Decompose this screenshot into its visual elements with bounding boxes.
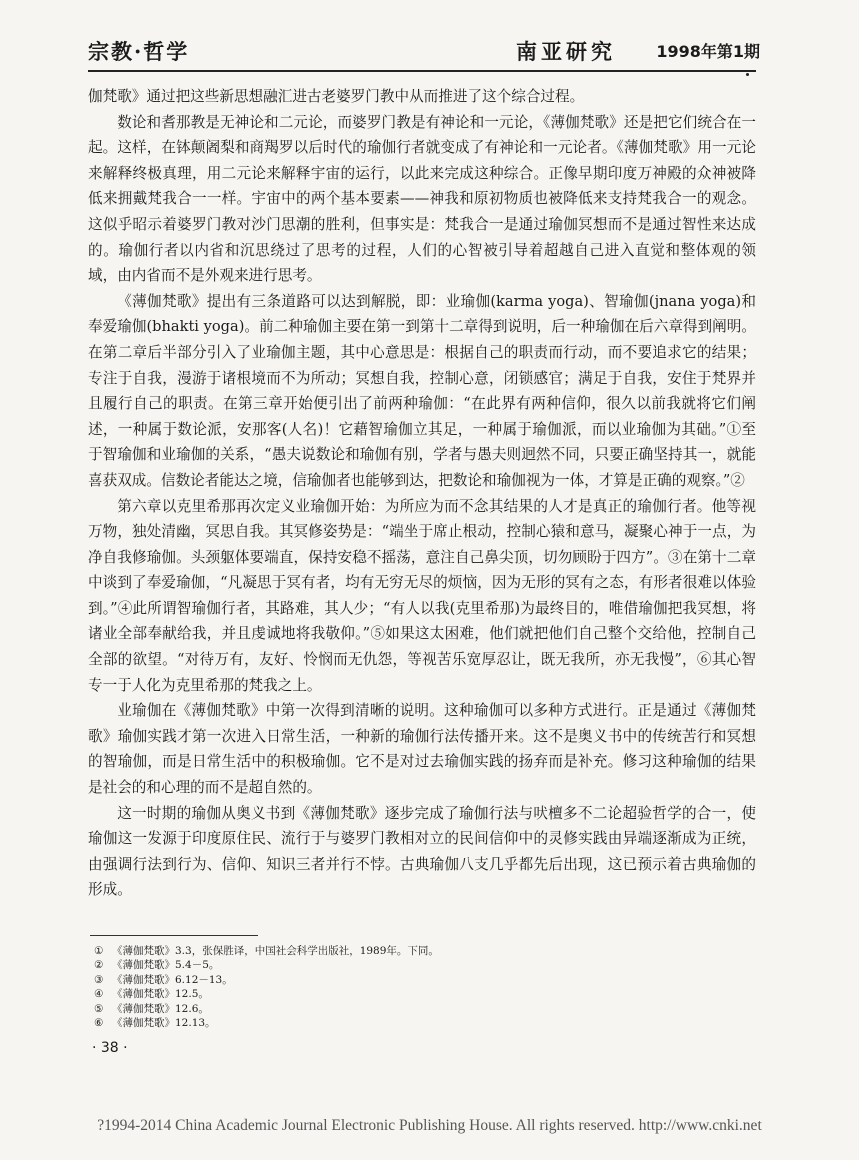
- section-title: 宗教·哲学: [88, 39, 190, 64]
- header-dot: [746, 73, 749, 76]
- paragraph: 业瑜伽在《薄伽梵歌》中第一次得到清晰的说明。这种瑜伽可以多种方式进行。正是通过《薄伽梵歌》瑜伽实践才第一次进入日常生活，一种新的瑜伽行法传播开来。这不是奥义书中的传统苦行和冥想的智瑜伽，而是日常生活中的积极瑜伽。它不是对过去瑜伽实践的扬弃而是补充。修习这种瑜伽的结果是社会的和心理的而不是超自然的。: [88, 702, 756, 797]
- paragraph: 第六章以克里希那再次定义业瑜伽开始：为所应为而不念其结果的人才是真正的瑜伽行者。他等视万物，独处清幽，冥思自我。其冥修姿势是：“端坐于席止根动，控制心猿和意马，凝聚心神于一点，为净自我修瑜伽。头颈躯体要端直，保持安稳不摇荡，意注自己鼻尖顶，切勿顾盼于四方”。③在第十二章中谈到了奉爱瑜伽，“凡凝思于冥有者，均有无穷无尽的烦恼，因为无形的冥有之态，有形者很难以体验到。”④此所谓智瑜伽行者，其路难，其人少；“有人以我(克里希那)为最终目的，唯借瑜伽把我冥想，将诸业全部奉献给我，并且虔诚地将我敬仰。”⑤如果这太困难，他们就把他们自己整个交给他，控制自己全部的欲望。“对待万有，友好、怜悯而无仇怨，等视苦乐宽厚忍让，既无我所，亦无我慢”，⑥其心智专一于人化为克里希那的梵我之上。: [88, 497, 756, 694]
- article-body: [88, 84, 756, 903]
- footnote-rule: [90, 935, 258, 936]
- footnote: ⑤ 《薄伽梵歌》12.6。: [94, 1002, 209, 1015]
- paragraph: 数论和耆那教是无神论和二元论，而婆罗门教是有神论和一元论，《薄伽梵歌》还是把它们统合在一起。这样，在钵颠阇梨和商羯罗以后时代的瑜伽行者就变成了有神论和一元论者。《薄伽梵歌》用一元论来解释终极真理，用二元论来解释宇宙的运行，以此来完成这种综合。正像早期印度万神殿的众神被降低来拥戴梵我合一一样。宇宙中的两个基本要素——神我和原初物质也被降低来支持梵我合一的观念。这似乎昭示着婆罗门教对沙门思潮的胜利，但事实是：梵我合一是通过瑜伽冥想而不是通过智性来达成的。瑜伽行者以内省和沉思绕过了思考的过程，人们的心智被引导着超越自己进入直觉和整体观的领域，由内省而不是外观来进行思考。: [88, 113, 756, 285]
- copyright-line: ?1994-2014 China Academic Journal Electronic Publishing House. All rights reserved. http://www.cnki.net: [97, 1117, 762, 1134]
- footnote: ④ 《薄伽梵歌》12.5。: [94, 988, 209, 1001]
- header-rule: [88, 70, 756, 72]
- paragraph: 《薄伽梵歌》提出有三条道路可以达到解脱，即：业瑜伽(karma yoga)、智瑜伽(jnana yoga)和奉爱瑜伽(bhakti yoga)。前二种瑜伽主要在第一到第十二章得到说明，后一种瑜伽在后六章得到阐明。在第二章后半部分引入了业瑜伽主题，其中心意思是：根据自己的职责而行动，而不要追求它的结果；专注于自我，漫游于诸根境而不为所动；冥想自我，控制心意，闭锁感官；满足于自我，安住于梵界并且履行自己的职责。在第三章开始便引出了前两种瑜伽：“在此界有两种信仰，很久以前我就将它们阐述，一种属于数论派，安那客(人名)！它藉智瑜伽立其足，一种属于瑜伽派，而以业瑜伽为其础。”①至于智瑜伽和业瑜伽的关系，“愚夫说数论和瑜伽有别，学者与愚夫则迥然不同，只要正确坚持其一，就能喜获双成。信数论者能达之境，信瑜伽者也能够到达，把数论和瑜伽视为一体，才算是正确的观察。”②: [88, 292, 756, 489]
- journal-title: 南亚研究: [516, 39, 616, 64]
- page-number: · 38 ·: [92, 1040, 128, 1056]
- paragraph: 这一时期的瑜伽从奥义书到《薄伽梵歌》逐步完成了瑜伽行法与吠檀多不二论超验哲学的合一，使瑜伽这一发源于印度原住民、流行于与婆罗门教相对立的民间信仰中的灵修实践由异端逐渐成为正统，由强调行法到行为、信仰、知识三者并行不悖。古典瑜伽八支几乎都先后出现，这已预示着古典瑜伽的形成。: [88, 804, 756, 899]
- footnote: ③ 《薄伽梵歌》6.12－13。: [94, 973, 233, 986]
- footnote: ① 《薄伽梵歌》3.3，张保胜译，中国社会科学出版社，1989年。下同。: [94, 945, 439, 957]
- footnote: ⑥ 《薄伽梵歌》12.13。: [94, 1017, 216, 1030]
- paragraph-continued: 伽梵歌》通过把这些新思想融汇进古老婆罗门教中从而推进了这个综合过程。: [88, 88, 585, 105]
- footnote: ② 《薄伽梵歌》5.4－5。: [94, 959, 220, 972]
- footnotes: [94, 944, 694, 1030]
- issue-label: 1998年第1期: [656, 42, 760, 61]
- page-header: [88, 34, 768, 64]
